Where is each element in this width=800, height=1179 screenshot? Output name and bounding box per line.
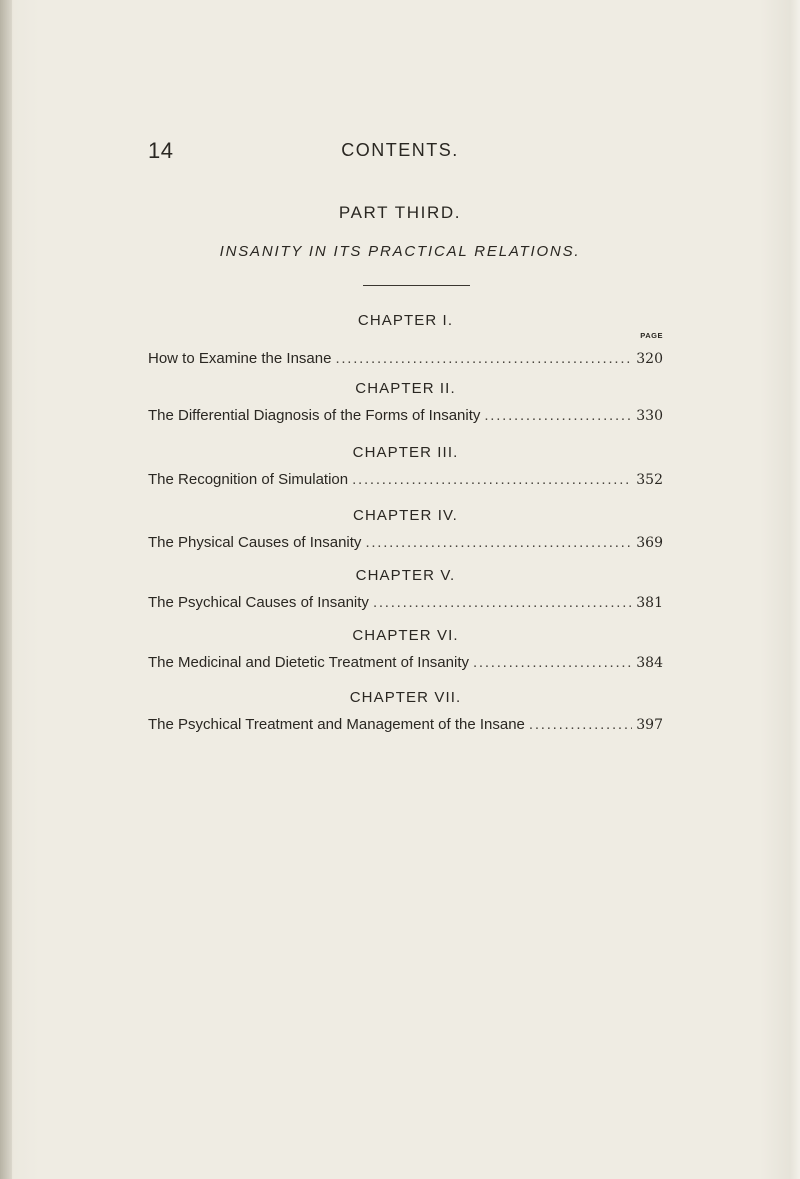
page-binding-shadow xyxy=(0,0,12,1179)
chapter-heading: CHAPTER IV. xyxy=(353,507,458,524)
toc-entry xyxy=(148,407,663,425)
entry-page: 330 xyxy=(636,408,663,424)
chapter-heading: CHAPTER II. xyxy=(355,380,456,397)
toc-entry xyxy=(148,471,663,489)
chapter-heading: CHAPTER VI. xyxy=(352,627,459,644)
running-head: CONTENTS. xyxy=(341,140,459,160)
chapter-6 xyxy=(148,627,663,672)
chapter-4 xyxy=(148,507,663,552)
dot-leader xyxy=(473,654,632,672)
dot-leader xyxy=(335,350,632,368)
toc-entry xyxy=(148,654,663,672)
toc-entry xyxy=(148,350,663,368)
dot-leader xyxy=(352,471,632,489)
divider-rule xyxy=(363,285,470,286)
entry-title: The Recognition of Simulation xyxy=(148,471,349,488)
dot-leader xyxy=(484,407,632,425)
chapter-heading: CHAPTER I. xyxy=(357,312,454,329)
entry-title: The Physical Causes of Insanity xyxy=(148,534,362,551)
chapter-heading: CHAPTER V. xyxy=(355,567,456,584)
chapter-heading: CHAPTER VII. xyxy=(349,689,462,706)
dot-leader xyxy=(365,534,632,552)
entry-page: 352 xyxy=(636,472,663,488)
page-number: 14 xyxy=(148,138,174,163)
entry-title: How to Examine the Insane xyxy=(148,350,332,367)
chapter-1 xyxy=(148,312,663,368)
chapter-7 xyxy=(148,689,663,734)
entry-page: 381 xyxy=(636,595,663,611)
chapter-2 xyxy=(148,380,663,425)
part-subtitle: INSANITY IN ITS PRACTICAL RELATIONS. xyxy=(219,243,581,260)
dot-leader xyxy=(373,594,632,612)
page-column-label: PAGE xyxy=(640,331,663,340)
entry-title: The Psychical Treatment and Management of the Insane xyxy=(148,716,525,733)
chapter-3 xyxy=(148,444,663,489)
toc-entry xyxy=(148,534,663,552)
entry-page: 320 xyxy=(636,351,663,367)
entry-page: 397 xyxy=(636,717,663,733)
entry-title: The Medicinal and Dietetic Treatment of Insanity xyxy=(148,654,469,671)
toc-entry xyxy=(148,594,663,612)
dot-leader xyxy=(529,716,632,734)
chapter-5 xyxy=(148,567,663,612)
chapter-heading: CHAPTER III. xyxy=(352,444,459,461)
entry-title: The Differential Diagnosis of the Forms of Insanity xyxy=(148,407,481,424)
entry-page: 384 xyxy=(636,655,663,671)
entry-page: 369 xyxy=(636,535,663,551)
part-title: PART THIRD. xyxy=(338,203,462,222)
entry-title: The Psychical Causes of Insanity xyxy=(148,594,369,611)
toc-entry xyxy=(148,716,663,734)
